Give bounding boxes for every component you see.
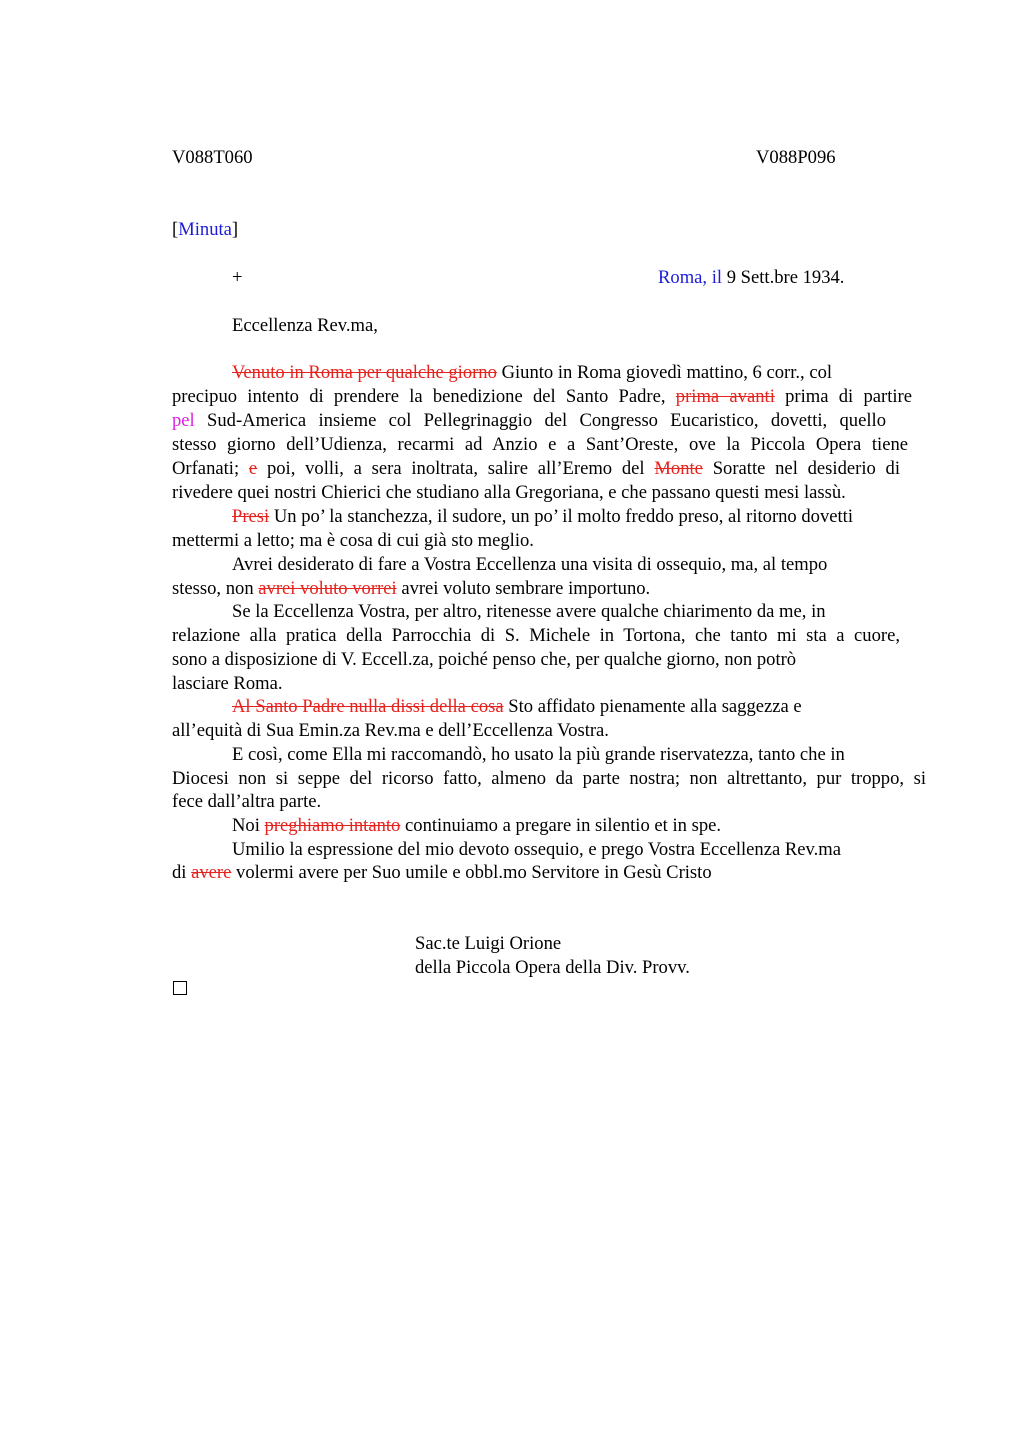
paragraph-1-line-3 [172, 409, 886, 433]
paragraph-1-line-6: rivedere quei nostri Chierici che studiano alla Gregoriana, e che passano questi mesi lassù. [172, 482, 846, 503]
draft-label-word: Minuta [178, 219, 232, 240]
text-run: stesso, non [172, 578, 254, 599]
dateline [658, 266, 844, 290]
deletion: preghiamo intanto [264, 815, 401, 836]
text-run: Soratte nel desiderio di [712, 458, 901, 479]
signature-name: Sac.te Luigi Orione [415, 933, 562, 954]
deletion: e [248, 458, 258, 479]
text-run: avrei voluto sembrare importuno. [401, 578, 651, 599]
paragraph-1-line-2 [172, 385, 912, 409]
paragraph-6-line-1: E così, come Ella mi raccomandò, ho usato la più grande riservatezza, tanto che in [232, 744, 845, 765]
document-code-left: V088T060 [172, 147, 253, 168]
paragraph-2-line-2: mettermi a letto; ma è cosa di cui già sto meglio. [172, 530, 534, 551]
dateline-date: 9 Sett.bre 1934. [726, 267, 845, 288]
text-run: Un po’ la stanchezza, il sudore, un po’ il molto freddo preso, al ritorno dovetti [273, 506, 854, 527]
text-run: prima di partire [785, 386, 912, 407]
dateline-place: Roma, il [658, 267, 723, 288]
document-code-right: V088P096 [756, 147, 836, 168]
paragraph-2-line-1 [232, 505, 853, 529]
text-run: relazione alla pratica della Parrocchia di S. Michele in Tortona, che tanto mi sta a cuore, [172, 625, 900, 646]
paragraph-1-line-1 [232, 361, 832, 385]
text-run: continuiamo a pregare in silentio et in spe. [405, 815, 722, 836]
paragraph-5-line-1 [232, 695, 802, 719]
deletion: Al Santo Padre nulla dissi della cosa [232, 696, 504, 717]
paragraph-4-line-1: Se la Eccellenza Vostra, per altro, ritenesse avere qualche chiarimento da me, in [232, 601, 826, 622]
paragraph-4-line-2 [172, 624, 900, 648]
square-box-icon [173, 981, 187, 995]
draft-label-open-bracket: [ [172, 219, 179, 240]
text-run: Noi [232, 815, 260, 836]
deletion: avere [191, 862, 232, 883]
signature-organization: della Piccola Opera della Div. Provv. [415, 957, 690, 978]
text-run: Diocesi non si seppe del ricorso fatto, almeno da parte nostra; non altrettanto, pur troppo, si [172, 768, 926, 789]
paragraph-1-line-5 [172, 457, 900, 481]
paragraph-3-line-1: Avrei desiderato di fare a Vostra Eccellenza una visita di ossequio, ma, al tempo [232, 554, 828, 575]
paragraph-6-line-2 [172, 767, 926, 791]
deletion: prima avanti [675, 386, 775, 407]
deletion: Monte [654, 458, 703, 479]
deletion: avrei voluto vorrei [258, 578, 397, 599]
text-run: poi, volli, a sera inoltrata, salire all’Eremo del [266, 458, 645, 479]
deletion: Presi [232, 506, 270, 527]
text-run: stesso giorno dell’Udienza, recarmi ad Anzio e a Sant’Oreste, ove la Piccola Opera tiene [172, 434, 908, 455]
deletion: Venuto in Roma per qualche giorno [232, 362, 497, 383]
text-run: di [172, 862, 187, 883]
paragraph-1-line-4 [172, 433, 908, 457]
text-run: precipuo intento di prendere la benedizione del Santo Padre, [172, 386, 666, 407]
salutation: Eccellenza Rev.ma, [232, 315, 378, 336]
paragraph-4-line-3: sono a disposizione di V. Eccell.za, poiché penso che, per qualche giorno, non potrò [172, 649, 797, 670]
paragraph-3-line-2 [172, 577, 650, 601]
paragraph-5-line-2: all’equità di Sua Emin.za Rev.ma e dell’Eccellenza Vostra. [172, 720, 609, 741]
cross-symbol: + [232, 267, 243, 288]
paragraph-6-line-3: fece dall’altra parte. [172, 791, 322, 812]
draft-label-close-bracket: ] [231, 219, 239, 240]
text-run: Orfanati; [172, 458, 240, 479]
paragraph-4-line-4: lasciare Roma. [172, 673, 283, 694]
paragraph-8-line-2 [172, 861, 712, 885]
text-run: volermi avere per Suo umile e obbl.mo Servitore in Gesù Cristo [236, 862, 712, 883]
highlighted-word: pel [172, 410, 195, 431]
text-run: Sto affidato pienamente alla saggezza e [508, 696, 802, 717]
paragraph-7-line-1 [232, 814, 721, 838]
text-run: Sud-America insieme col Pellegrinaggio del Congresso Eucaristico, dovetti, quello [207, 410, 886, 431]
paragraph-8-line-1: Umilio la espressione del mio devoto ossequio, e prego Vostra Eccellenza Rev.ma [232, 839, 841, 860]
draft-label [172, 218, 238, 242]
text-run: Giunto in Roma giovedì mattino, 6 corr., col [501, 362, 833, 383]
